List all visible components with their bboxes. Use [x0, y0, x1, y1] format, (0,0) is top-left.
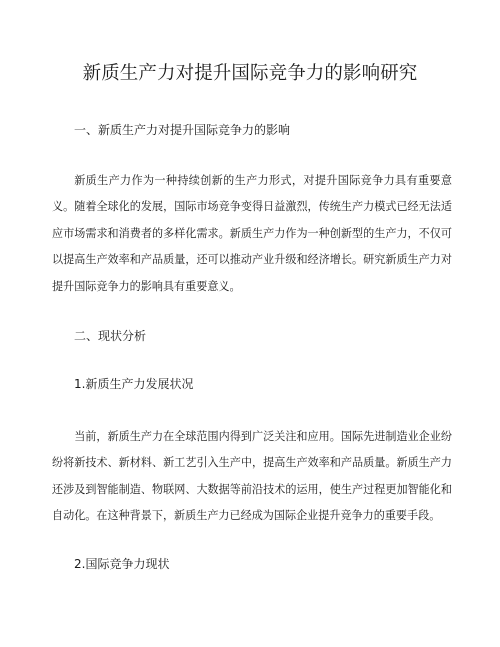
document-title: 新质生产力对提升国际竞争力的影响研究 [82, 63, 418, 84]
subsection-heading-development-status: 1.新质生产力发展状况 [74, 377, 194, 391]
section-heading-impact: 一、新质生产力对提升国际竞争力的影响 [74, 123, 291, 137]
paragraph-impact: 新质生产力作为一种持续创新的生产力形式，对提升国际竞争力具有重要意义。随着全球化的发展，国际市场竞争变得日益激烈，传统生产力模式已经无法适应市场需求和消费者的多样化需求。新质生产力作为一种创新型的生产力，不仅可以提高生产效率和产品质量，还可以推动产业升级和经济增长。研究新质生产力对提升国际竞争力的影响具有重要意义。 [52, 174, 452, 293]
paragraph-development-status: 当前，新质生产力在全球范围内得到广泛关注和应用。国际先进制造业企业纷纷将新技术、新材料、新工艺引入生产中，提高生产效率和产品质量。新质生产力还涉及到智能制造、物联网、大数据等前沿技术的运用，使生产过程更加智能化和自动化。在这种背景下，新质生产力已经成为国际企业提升竞争力的重要手段。 [52, 430, 452, 523]
section-heading-status-analysis: 二、现状分析 [74, 329, 147, 343]
subsection-heading-competitiveness-status: 2.国际竞争力现状 [74, 557, 170, 571]
